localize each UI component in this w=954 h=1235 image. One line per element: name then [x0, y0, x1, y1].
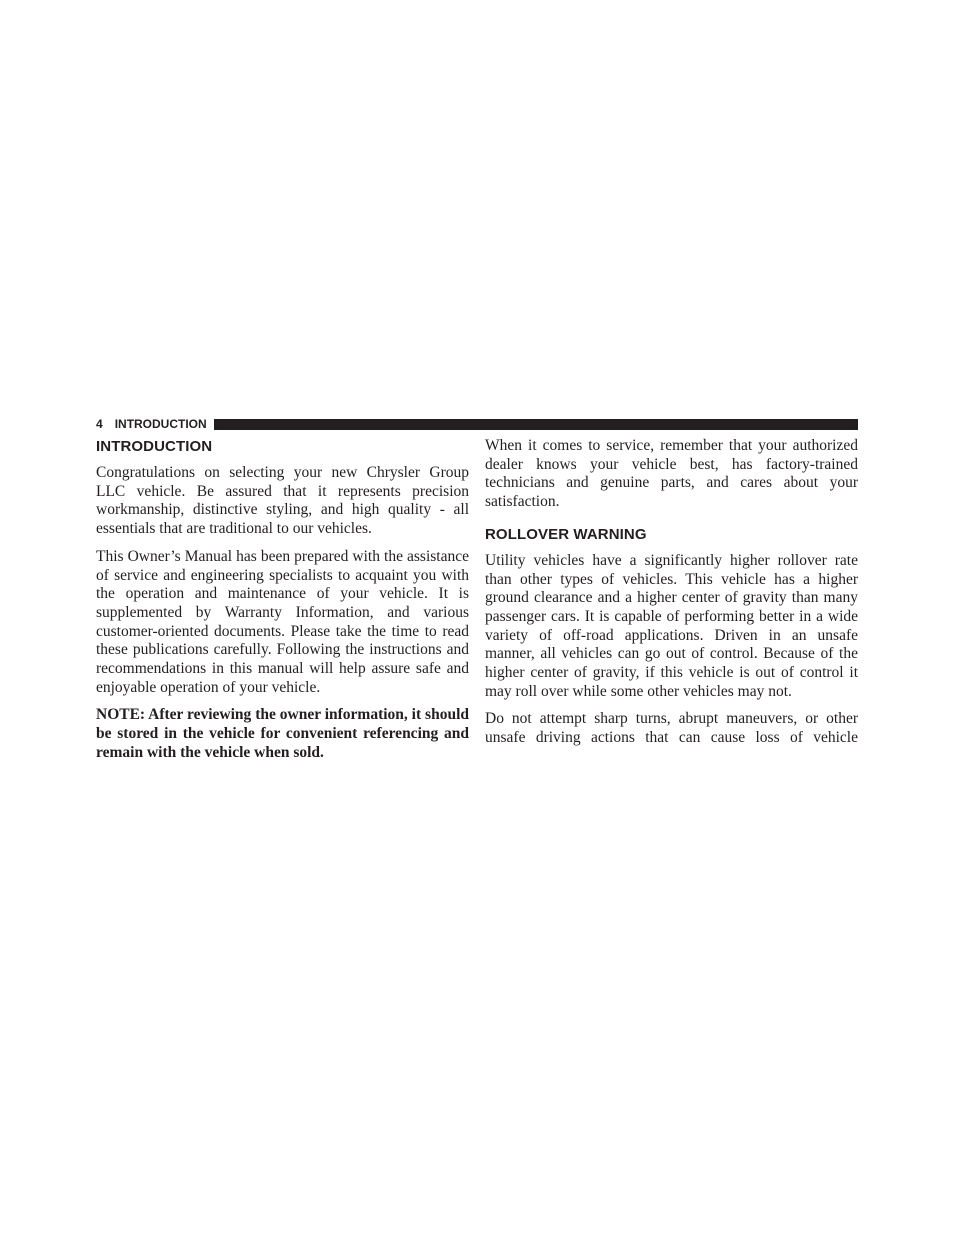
unsafe-driving-paragraph: Do not attempt sharp turns, abrupt maneuvers, or other unsafe driving actions that can cause loss of vehicle [485, 710, 858, 747]
page-number: 4 [96, 417, 103, 431]
right-column [485, 437, 858, 757]
left-column [96, 437, 469, 772]
introduction-heading: INTRODUCTION [96, 438, 213, 455]
running-header-section: INTRODUCTION [114, 417, 207, 431]
header-rule-bar [214, 419, 858, 430]
congratulations-paragraph: Congratulations on selecting your new Chrysler Group LLC vehicle. Be assured that it represents precision workmanship, distinctive styling, and high quality - all essentials that are traditional to our vehicles. [96, 464, 469, 538]
rollover-warning-heading: ROLLOVER WARNING [485, 525, 647, 543]
service-paragraph: When it comes to service, remember that your authorized dealer knows your vehicle best, has factory-trained technicians and genuine parts, and cares about your satisfaction. [485, 437, 858, 511]
rollover-rate-paragraph: Utility vehicles have a significantly higher rollover rate than other types of vehicles. This vehicle has a higher ground clearance and a higher center of gravity than many passenger cars. It is capable of performing better in a wide variety of off-road applications. Driven in an unsafe manner, all vehicles can go out of control. Because of the higher center of gravity, if this vehicle is out of control it may roll over while some other vehicles may not. [485, 551, 858, 700]
storage-note: NOTE: After reviewing the owner information, it should be stored in the vehicle for convenient referencing and remain with the vehicle when sold. [96, 706, 469, 761]
running-header [96, 417, 858, 431]
manual-purpose-paragraph: This Owner’s Manual has been prepared with the assistance of service and engineering specialists to acquaint you with the operation and maintenance of your vehicle. It is supplemented by Warranty Information, and various customer-oriented documents. Please take the time to read these publications carefully. Following the instructions and recommendations in this manual will help assure safe and enjoyable operation of your vehicle. [96, 547, 469, 696]
